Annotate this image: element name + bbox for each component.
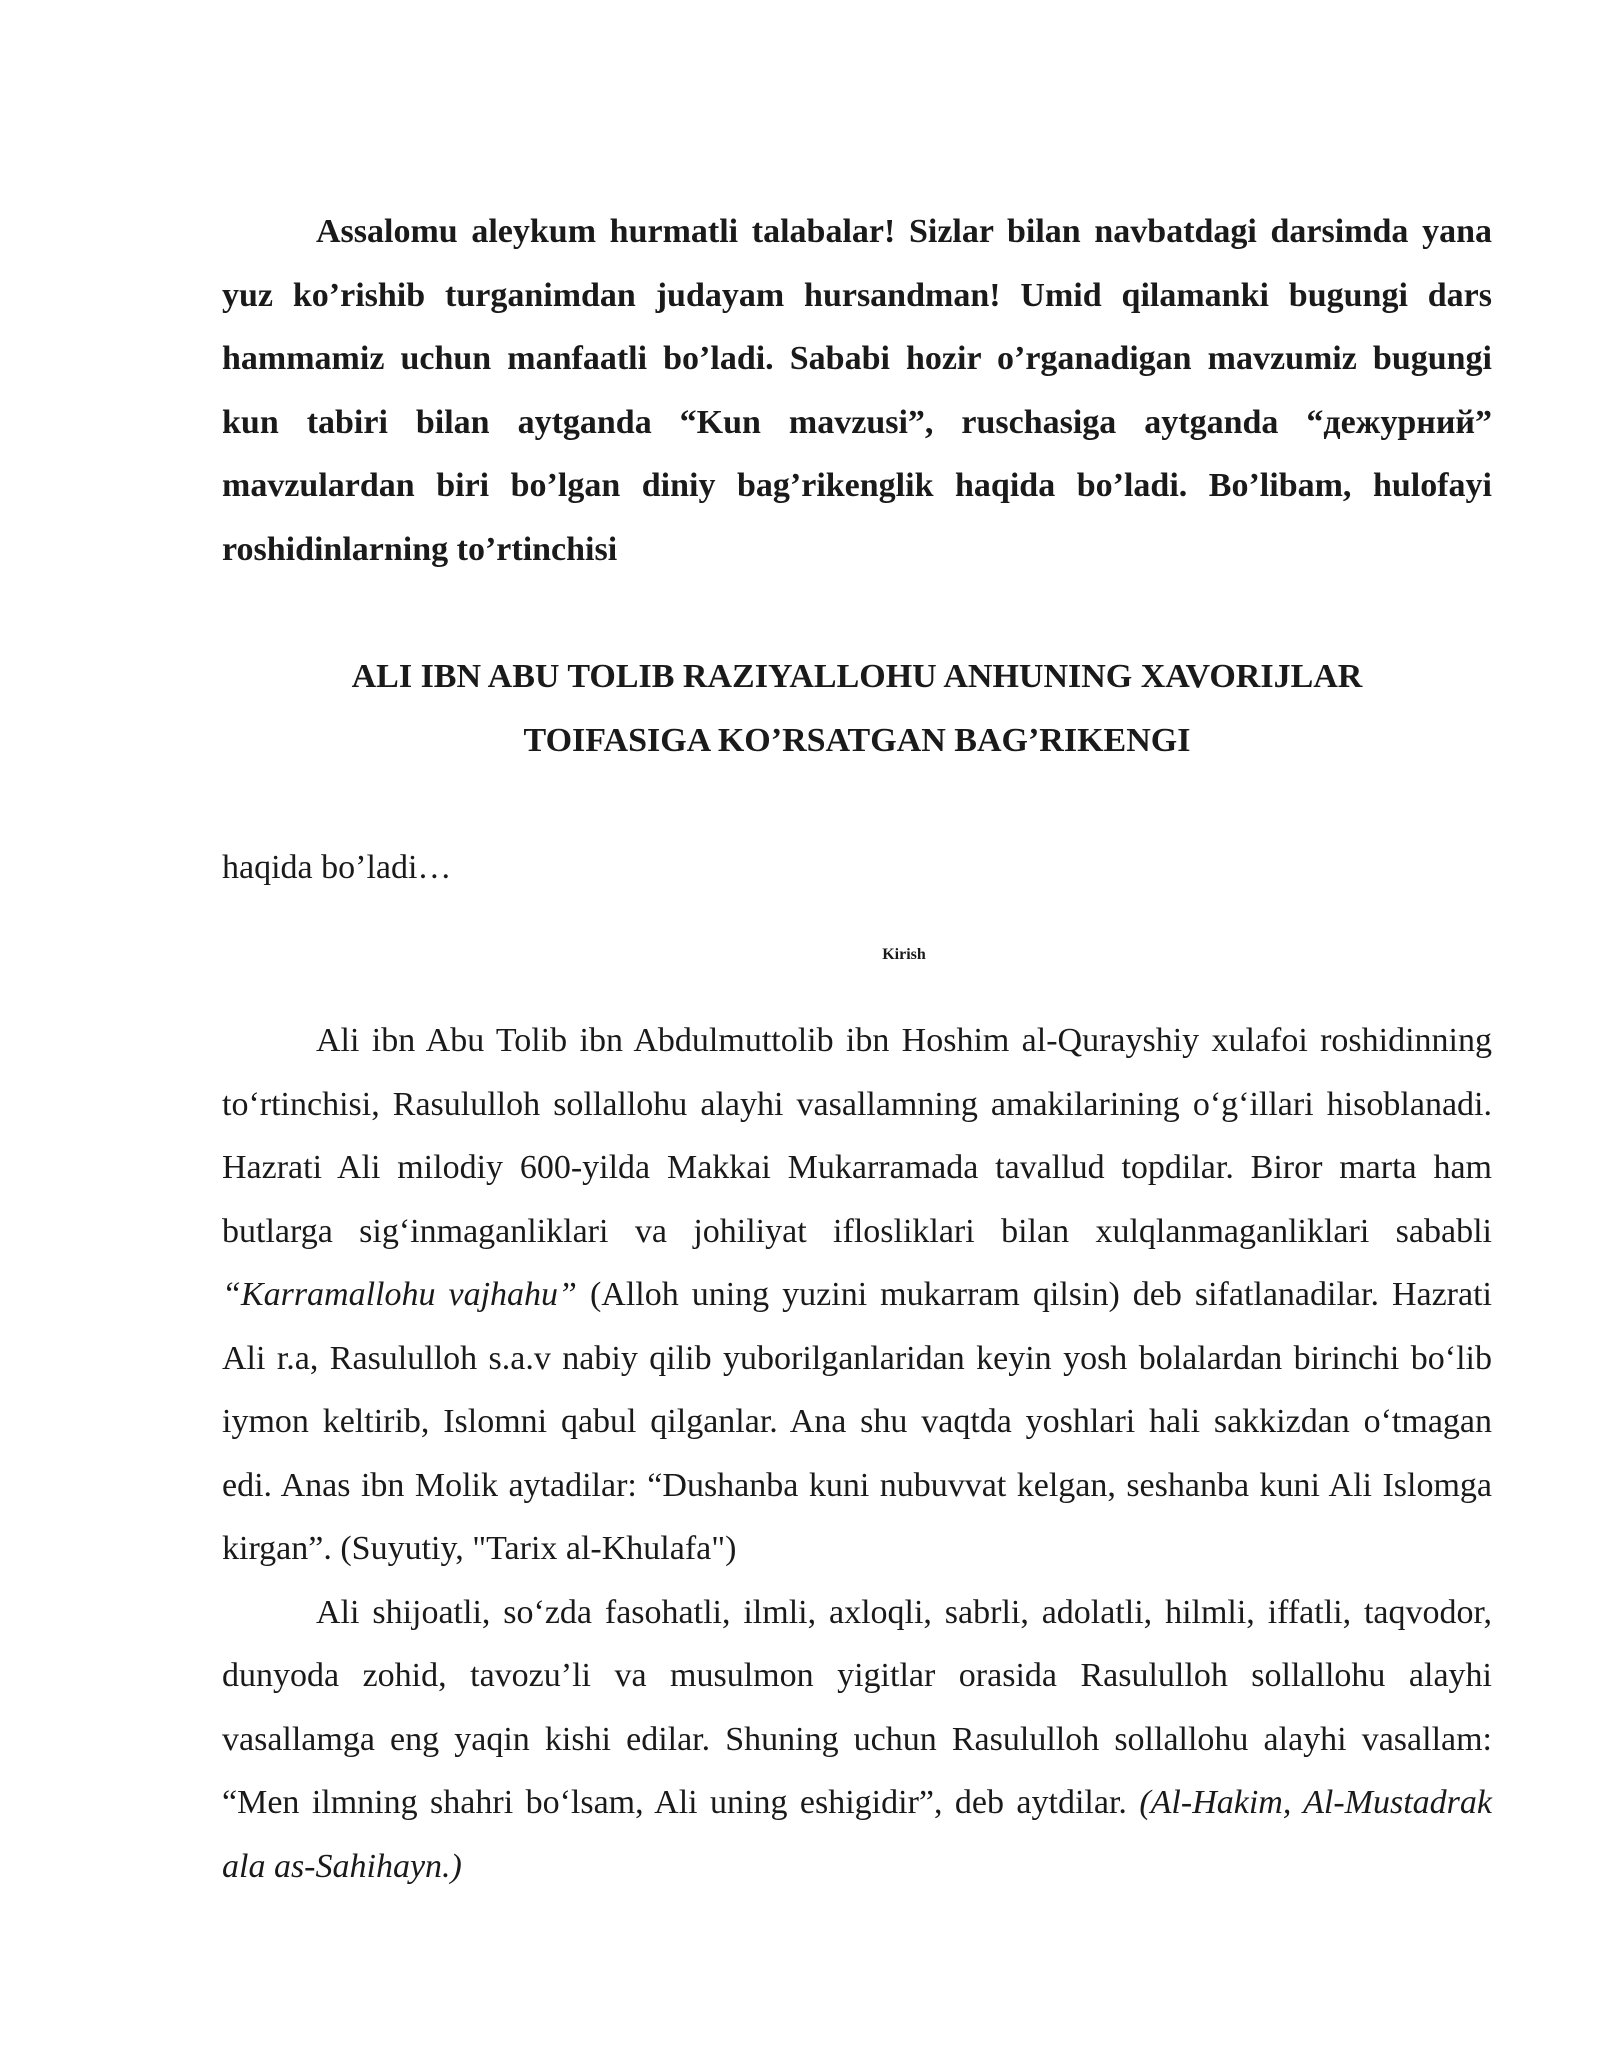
intro-paragraph-2-text: Ali shijoatli, so‘zda fasohatli, ilmli, axloqli, sabrli, adolatli, hilmli, iffatli, taqvodor, dunyoda zohid, tavozu’li va musulmon yigitlar orasida Rasululloh sollallohu alayhi vasallamga eng yaqin kishi edilar. Shuning uchun Rasululloh sollallohu alayhi vasallam: “Men ilmning shahri bo‘lsam, Ali uning eshigidir”, deb aytdilar. <box>222 1593 1492 1821</box>
title-continuation: haqida bo’ladi… <box>222 849 452 886</box>
intro-paragraph-2 <box>222 1581 1492 1899</box>
intro-paragraph-1-italic: “Karramallohu vajhahu” <box>222 1276 577 1313</box>
intro-paragraph-1 <box>222 1009 1492 1581</box>
title-line-1: ALI IBN ABU TOLIB RAZIYALLOHU ANHUNING XAVORIJLAR <box>351 658 1363 695</box>
intro-paragraph-1-part1: Ali ibn Abu Tolib ibn Abdulmuttolib ibn Hoshim al-Qurayshiy xulafoi roshidinning to‘rtinchisi, Rasululloh sollallohu alayhi vasallamning amakilarining o‘g‘illari hisoblanadi. Hazrati Ali milodiy 600-yilda Makkai Mukarramada tavallud topdilar. Biror marta ham butlarga sig‘inmaganliklari va johiliyat iflosliklari bilan xulqlanmaganliklari sababli <box>222 1022 1492 1250</box>
section-heading-kirish: Kirish <box>882 945 926 963</box>
greeting-paragraph <box>222 200 1492 581</box>
intro-paragraph-2-citation: (Al-Hakim, Al-Mustadrak ala as-Sahihayn.) <box>222 1784 1493 1885</box>
title-line-2: TOIFASIGA KO’RSATGAN BAG’RIKENGI <box>523 721 1191 759</box>
document-title <box>222 645 1492 772</box>
greeting-text: Assalomu aleykum hurmatli talabalar! Sizlar bilan navbatdagi darsimda yana yuz ko’rishib turganimdan judayam hursandman! Umid qilamanki bugungi dars hammamiz uchun manfaatli bo’ladi. Sababi hozir o’rganadigan mavzumiz bugungi kun tabiri bilan aytganda “Kun mavzusi”, ruschasiga aytganda “дежурний” mavzulardan biri bo’lgan diniy bag’rikenglik haqida bo’ladi. Bo’libam, hulofayi roshidinlarning to’rtinchisi <box>222 213 1492 568</box>
document-page <box>222 200 1492 1898</box>
intro-paragraph-1-part2: (Alloh uning yuzini mukarram qilsin) deb sifatlanadilar. Hazrati Ali r.a, Rasululloh s.a.v nabiy qilib yuborilganlaridan keyin yosh bolalardan birinchi bo‘lib iymon keltirib, Islomni qabul qilganlar. Ana shu vaqtda yoshlari hali sakkizdan o‘tmagan edi. Anas ibn Molik aytadilar: “Dushanba kuni nubuvvat kelgan, seshanba kuni Ali Islomga kirgan”. (Suyutiy, "Tarix al-Khulafa") <box>222 1276 1492 1567</box>
